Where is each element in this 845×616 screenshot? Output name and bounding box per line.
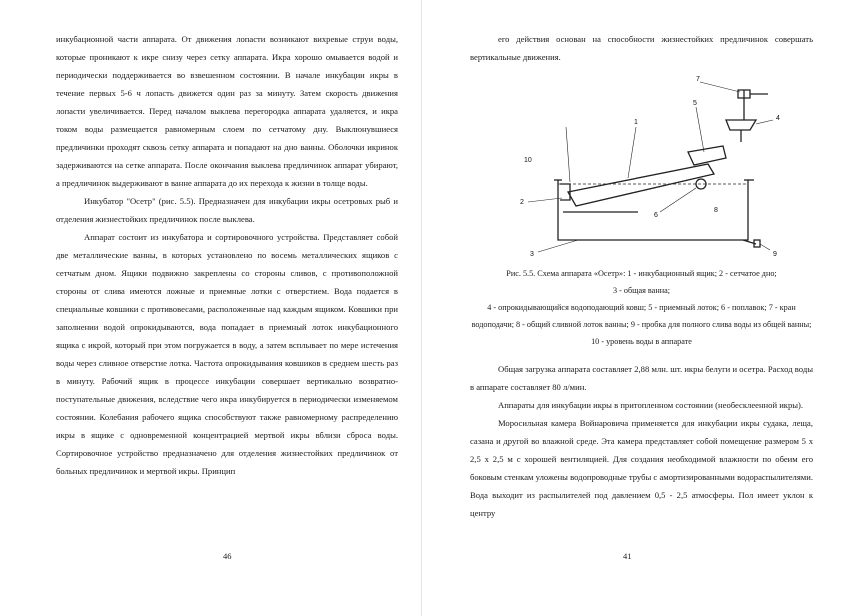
osetr-apparatus-diagram (518, 72, 818, 260)
incubation-box (568, 164, 714, 206)
fig-label-10: 10 (524, 157, 532, 164)
right-page-top-text (470, 30, 813, 66)
figure-caption (468, 265, 815, 350)
fig-label-7: 7 (696, 76, 700, 83)
paragraph: Аппарат состоит из инкубатора и сортировочного устройства. Представляет собой две металлические ванны, в которых установлено по восемь металлических ящиков с сетчатым дном. Ящики подвижно закреплены со стороны сливов, с противоположной стороны от слива имеются ложные и приемные лотки с отверстием. Вода подается в специальные ковшики с противовесами, расположенные над каждым ящиком. Ковшики при заполнении водой опрокидываются, вода попадает в приемный лоток инкубационного ящика с икрой, который при этом погружается в воду, а затем всплывает по мере истечения воды через сливное отверстие лотка. Частота опрокидывания ковшиков в среднем шесть раз в минуту. Рабочий ящик в процессе инкубации совершает вертикально возвратно-поступательные движения, вследствие чего икра инкубируется в периодически изменяемом состоянии. Колебания рабочего ящика способствуют также равномерному распределению икры в ящике с одновременной концентрацией мертвой икры вблизи сброса воды. Сортировочное устройство предназначено для отделения жизнестойких предличинок от больных предличинок и мертвой икры. Принцип (56, 232, 398, 476)
caption-line: 4 - опрокидывающийся водоподающий ковш; 5 - приемный лоток; 6 - поплавок; 7 - кран водоподачи; 8 - общий сливной лоток ванны; 9 - пробка для полного слива воды из общей ванны; 10 - уровень воды в аппарате (471, 303, 812, 346)
fig-label-1: 1 (634, 119, 638, 126)
fig-label-5: 5 (693, 100, 697, 107)
paragraph: Инкубатор "Осетр" (рис. 5.5). Предназначен для инкубации икры осетровых рыб и отделения жизнестойких предличинок после выклева. (56, 196, 398, 224)
tipping-bucket (726, 120, 756, 130)
paragraph: Аппараты для инкубации икры в притопленном состоянии (необесклеенной икры). (498, 400, 804, 410)
fig-label-2: 2 (520, 199, 524, 206)
left-page (0, 0, 422, 616)
left-page-text (56, 30, 398, 480)
paragraph: Общая загрузка аппарата составляет 2,88 млн. шт. икры белуги и осетра. Расход воды в аппарате составляет 80 л/мин. (470, 364, 813, 392)
fig-label-8: 8 (714, 207, 718, 214)
caption-line: 3 - общая ванна; (613, 286, 670, 295)
common-tank (558, 180, 748, 240)
page-number: 41 (623, 551, 632, 561)
paragraph: его действия основан на способности жизнестойких предличинок совершать вертикальные движения. (470, 34, 813, 62)
right-page-bottom-text (470, 360, 813, 522)
right-page (423, 0, 845, 616)
fig-label-3: 3 (530, 251, 534, 258)
fig-label-4: 4 (776, 115, 780, 122)
paragraph: Моросильная камера Войнаровича применяется для инкубации икры судака, леща, сазана и другой во влажной среде. Эта камера представляет собой помещение размером 5 х 2,5 х 2,5 м с хорошей вентиляцией. Для создания необходимой влажности по обеим его боковым стенкам уложены водопроводные трубы с амортизированными водораспылителями. Вода выходит из распылителей под давлением 0,5 - 2,5 атмосферы. Пол имеет уклон к центру (470, 418, 813, 518)
fig-label-9: 9 (773, 251, 777, 258)
paragraph: инкубационной части аппарата. От движения лопасти возникают вихревые струи воды, которые проникают к икре снизу через сетку аппарата. Икра хорошо омывается водой и периодически поддерживается во взвешенном состоянии. В начале инкубации икры в течение первых 5-6 ч лопасть движется один раз за минуту. Затем скорость движения лопасти увеличивается. Перед началом выклева перегородка аппарата удаляется, и икра током воды размещается равномерным слоем по сетчатому дну. Выклюнувшиеся предличинки проходят сквозь сетку аппарата и попадают на дно ванны. Оболочки икринок задерживаются на сетке аппарата. После окончания выклева предличинок аппарат убирают, а предличинок выдерживают в ванне аппарата до их перехода к жизни в толще воды. (56, 34, 398, 188)
fig-label-6: 6 (654, 212, 658, 219)
receiving-tray (688, 146, 726, 165)
page-number: 46 (223, 551, 232, 561)
caption-line: Рис. 5.5. Схема аппарата «Осетр»: 1 - инкубационный ящик; 2 - сетчатое дно; (506, 269, 777, 278)
